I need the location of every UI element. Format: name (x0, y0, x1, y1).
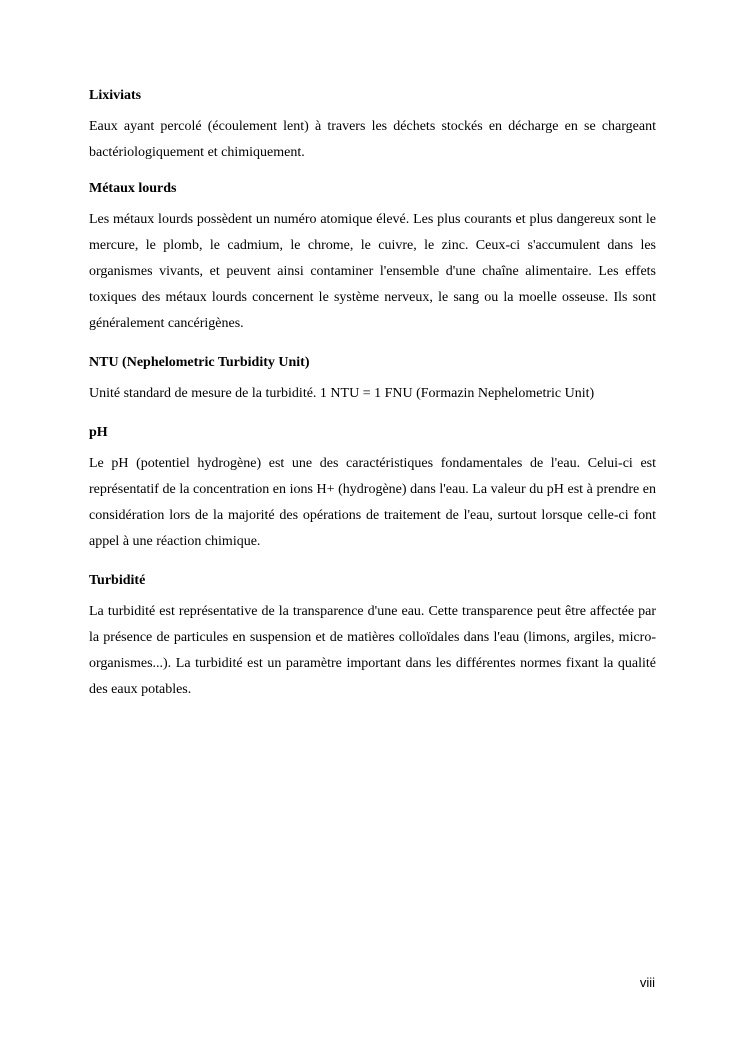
entry-definition: Le pH (potentiel hydrogène) est une des caractéristiques fondamentales de l'eau. Celui-ci est représentatif de la concentration en ions H+ (hydrogène) dans l'eau. La valeur du pH est à prendre en considération lors de la majorité des opérations de traitement de l'eau, surtout lorsque celle-ci font appel à une réaction chimique. (89, 456, 656, 549)
entry-term: pH (89, 425, 108, 440)
entry-term: Métaux lourds (89, 181, 177, 196)
entry-definition: Les métaux lourds possèdent un numéro atomique élevé. Les plus courants et plus dangereux sont le mercure, le plomb, le cadmium, le chrome, le cuivre, le zinc. Ceux-ci s'accumulent dans les organismes vivants, et peuvent ainsi contaminer l'ensemble d'une chaîne alimentaire. Les effets toxiques des métaux lourds concernent le système nerveux, le sang ou la moelle osseuse. Ils sont généralement cancérigènes. (89, 212, 656, 331)
entry-term: Lixiviats (89, 88, 142, 103)
entry-definition: Unité standard de mesure de la turbidité. 1 NTU = 1 FNU (Formazin Nephelometric Unit) (89, 386, 595, 401)
glossary-entry-lixiviats (89, 86, 656, 166)
glossary-entry-ntu (89, 353, 656, 407)
page-number: viii (639, 975, 655, 990)
entry-definition: Eaux ayant percolé (écoulement lent) à travers les déchets stockés en décharge en se chargeant bactériologiquement et chimiquement. (89, 119, 656, 160)
glossary-entry-metaux-lourds (89, 179, 656, 337)
entry-term: NTU (Nephelometric Turbidity Unit) (89, 355, 310, 370)
entry-term: Turbidité (89, 573, 146, 588)
glossary-entry-ph (89, 423, 656, 555)
glossary-page (89, 86, 656, 719)
entry-definition: La turbidité est représentative de la transparence d'une eau. Cette transparence peut être affectée par la présence de particules en suspension et de matières colloïdales dans l'eau (limons, argiles, micro-organismes...). La turbidité est un paramètre important dans les différentes normes fixant la qualité des eaux potables. (89, 604, 656, 697)
glossary-entry-turbidite (89, 571, 656, 703)
